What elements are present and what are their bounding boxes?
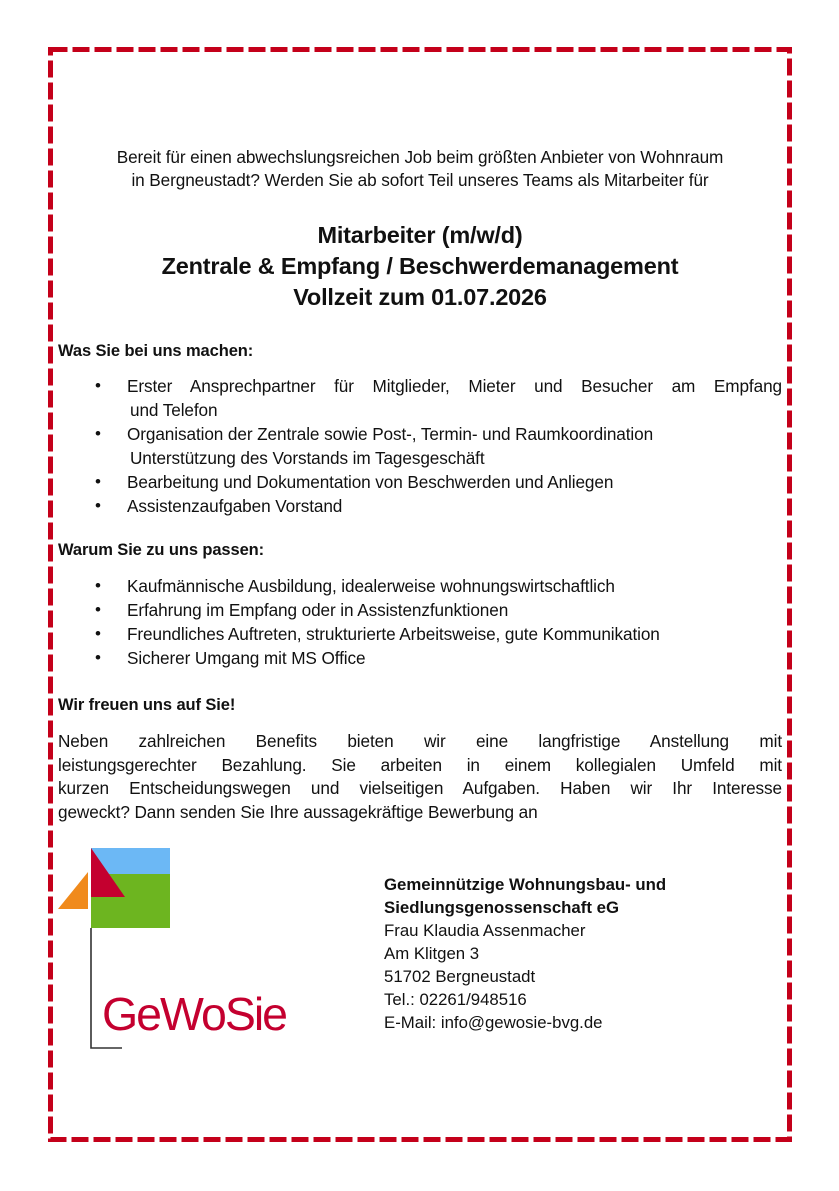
section-heading-closing: Wir freuen uns auf Sie! (58, 696, 236, 714)
list-item-text: Assistenzaufgaben Vorstand (127, 496, 343, 516)
bullet-icon: • (95, 376, 101, 395)
requirements-list (58, 574, 782, 670)
list-item (58, 494, 782, 518)
logo-wordmark: GeWoSie (102, 988, 287, 1040)
bullet-icon: • (95, 472, 101, 491)
job-title-line: Vollzeit zum 01.07.2026 (293, 284, 547, 310)
section-heading-tasks: Was Sie bei uns machen: (58, 342, 254, 360)
paragraph-line: leistungsgerechter Bezahlung. Sie arbeiten in einem kollegialen Umfeld mit (58, 754, 782, 775)
job-title-line: Zentrale & Empfang / Beschwerdemanagement (161, 253, 679, 279)
closing-paragraph (58, 730, 782, 824)
bullet-icon: • (95, 648, 101, 667)
intro-text (58, 146, 782, 192)
list-item-text: Sicherer Umgang mit MS Office (127, 648, 366, 668)
intro-line: Bereit für einen abwechslungsreichen Job beim größten Anbieter von Wohnraum (116, 147, 724, 167)
phone-number: Tel.: 02261/948516 (384, 990, 527, 1009)
list-item (58, 374, 782, 422)
bullet-icon: • (95, 496, 101, 515)
list-item-text: Bearbeitung und Dokumentation von Beschwerden und Anliegen (127, 472, 614, 492)
list-item (58, 470, 782, 494)
list-item-text-continued: Unterstützung des Vorstands im Tagesgeschäft (130, 448, 485, 468)
list-item-text: Erfahrung im Empfang oder in Assistenzfunktionen (127, 600, 509, 620)
intro-line: in Bergneustadt? Werden Sie ab sofort Teil unseres Teams als Mitarbeiter für (131, 170, 709, 190)
list-item-text: Freundliches Auftreten, strukturierte Arbeitsweise, gute Kommunikation (127, 624, 660, 644)
list-item (58, 646, 782, 670)
list-item-text-continued: und Telefon (130, 400, 218, 420)
list-item-text: Organisation der Zentrale sowie Post-, Termin- und Raumkoordination (127, 424, 654, 444)
logo-orange-triangle (58, 872, 88, 909)
list-item-text: Erster Ansprechpartner für Mitglieder, Mieter und Besucher am Empfang (127, 376, 782, 396)
section-heading-requirements: Warum Sie zu uns passen: (58, 541, 265, 559)
job-title (58, 220, 782, 313)
list-item (58, 574, 782, 598)
paragraph-line: geweckt? Dann senden Sie Ihre aussagekräftige Bewerbung an (58, 801, 538, 822)
organization-name: Gemeinnützige Wohnungsbau- und (384, 875, 667, 894)
tasks-list (58, 374, 782, 518)
list-item-text: Kaufmännische Ausbildung, idealerweise wohnungswirtschaftlich (127, 576, 615, 596)
job-title-line: Mitarbeiter (m/w/d) (317, 222, 523, 248)
bullet-icon: • (95, 600, 101, 619)
organization-name-continued: Siedlungsgenossenschaft eG (384, 898, 619, 917)
list-item (58, 598, 782, 622)
street-address: Am Klitgen 3 (384, 944, 480, 963)
gewosie-logo (55, 845, 290, 1053)
bullet-icon: • (95, 624, 101, 643)
city-address: 51702 Bergneustadt (384, 967, 536, 986)
contact-block (384, 873, 666, 1034)
logo-graphic (55, 845, 290, 1053)
email-address[interactable]: E-Mail: info@gewosie-bvg.de (384, 1013, 603, 1032)
paragraph-line: Neben zahlreichen Benefits bieten wir eine langfristige Anstellung mit (58, 731, 782, 751)
list-item (58, 422, 782, 470)
contact-person: Frau Klaudia Assenmacher (384, 921, 586, 940)
paragraph-line: kurzen Entscheidungswegen und vielseitigen Aufgaben. Haben wir Ihr Interesse (58, 778, 782, 799)
bullet-icon: • (95, 576, 101, 595)
list-item (58, 622, 782, 646)
bullet-icon: • (95, 424, 101, 443)
